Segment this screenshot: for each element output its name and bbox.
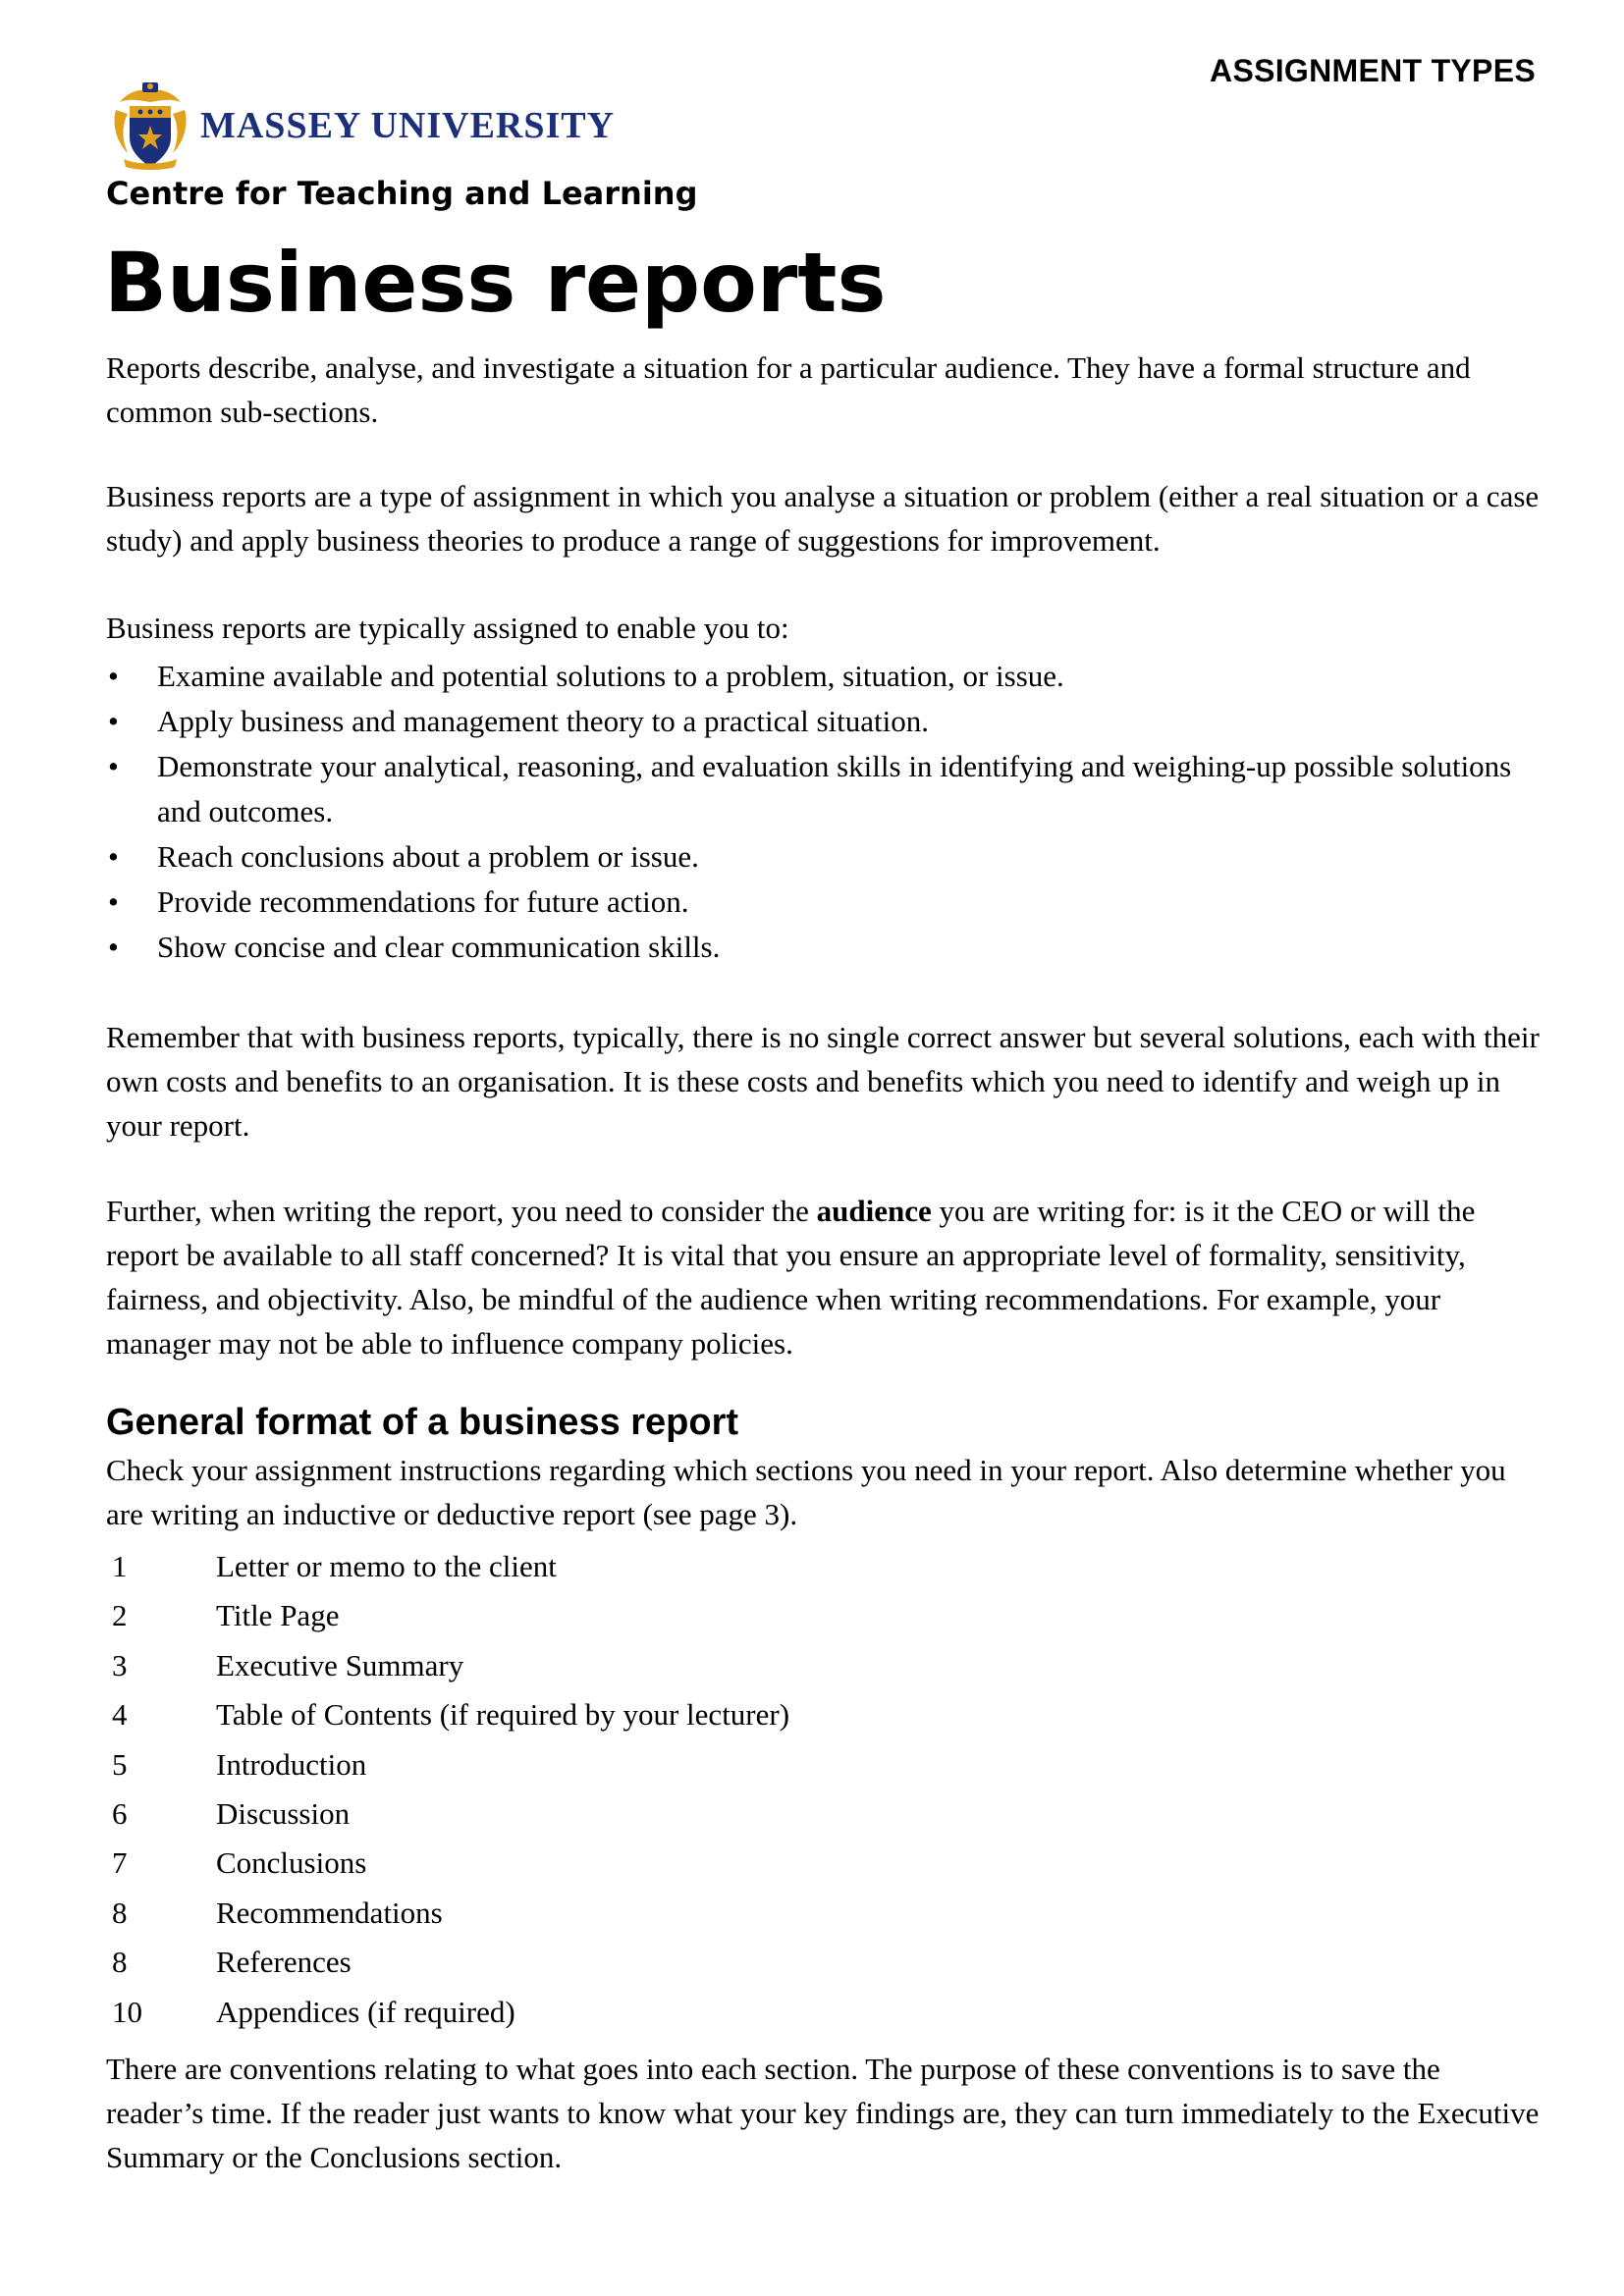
bullet-symbol: • <box>108 884 119 919</box>
list-item: • Show concise and clear communication skills. <box>106 925 1540 970</box>
list-item: • Demonstrate your analytical, reasoning, and evaluation skills in identifying and weighing-up possible solutions and outcomes. <box>106 744 1540 834</box>
assignment-type-label: ASSIGNMENT TYPES <box>1210 53 1536 88</box>
purpose-bullet-list <box>106 654 1540 970</box>
list-item: • Apply business and management theory to a practical situation. <box>106 699 1540 744</box>
list-item: 1 Letter or memo to the client <box>112 1549 557 1583</box>
bullet-symbol: • <box>108 839 119 874</box>
list-item: 7 Conclusions <box>112 1845 367 1881</box>
list-item: • Provide recommendations for future action. <box>106 880 1540 925</box>
audience-emphasis: audience <box>816 1194 932 1228</box>
list-item: • Reach conclusions about a problem or issue. <box>106 834 1540 880</box>
university-crest-icon <box>110 80 190 171</box>
page-title: Business reports <box>104 235 887 331</box>
purpose-lead: Business reports are typically assigned to enable you to: <box>106 611 789 645</box>
bullet-symbol: • <box>108 930 119 964</box>
conventions-paragraph: There are conventions relating to what goes into each section. The purpose of these conventions is to save the reader’s time. If the reader just wants to know what your key findings are, they can turn immediately to the Executive Summary or the Conclusions section. <box>106 2052 1540 2174</box>
list-item: 8 Recommendations <box>112 1895 443 1930</box>
list-item: 2 Title Page <box>112 1598 340 1633</box>
bullet-symbol: • <box>108 749 119 783</box>
bullet-symbol: • <box>108 659 119 693</box>
report-sections-list <box>112 1542 789 2037</box>
university-name: MASSEY UNIVERSITY <box>200 105 616 146</box>
audience-paragraph: Further, when writing the report, you need to consider the audience you are writing for: is it the CEO or will the report be available to all staff concerned? It is vital that you ensure an appropriate level of formality, sensitivity, fairness, and objectivity. Also, be mindful of the audience when writing recommendations. For example, your manager may not be able to influence company policies. <box>106 1194 1476 1361</box>
list-item: • Examine available and potential solutions to a problem, situation, or issue. <box>106 654 1540 699</box>
list-item: 6 Discussion <box>112 1796 351 1832</box>
list-item: 10 Appendices (if required) <box>112 1994 515 2029</box>
list-item: 8 References <box>112 1945 352 1980</box>
list-item: 4 Table of Contents (if required by your lecturer) <box>112 1697 790 1733</box>
format-instructions: Check your assignment instructions regarding which sections you need in your report. Also determine whether you are writing an inductive or deductive report (see page 3). <box>106 1453 1506 1531</box>
section-heading: General format of a business report <box>106 1402 739 1443</box>
remember-paragraph: Remember that with business reports, typically, there is no single correct answer but several solutions, each with their own costs and benefits to an organisation. It is these costs and benefits which you need to identify and weigh up in your report. <box>106 1020 1540 1143</box>
definition-paragraph: Business reports are a type of assignment in which you analyse a situation or problem (either a real situation or a case study) and apply business theories to produce a range of suggestions for improvement. <box>106 479 1540 558</box>
intro-paragraph: Reports describe, analyse, and investigate a situation for a particular audience. They have a formal structure and common sub-sections. <box>106 350 1471 429</box>
list-item: 3 Executive Summary <box>112 1647 464 1682</box>
centre-name: Centre for Teaching and Learning <box>106 175 698 212</box>
list-item: 5 Introduction <box>112 1746 367 1782</box>
bullet-symbol: • <box>108 704 119 738</box>
university-logo <box>110 80 615 171</box>
